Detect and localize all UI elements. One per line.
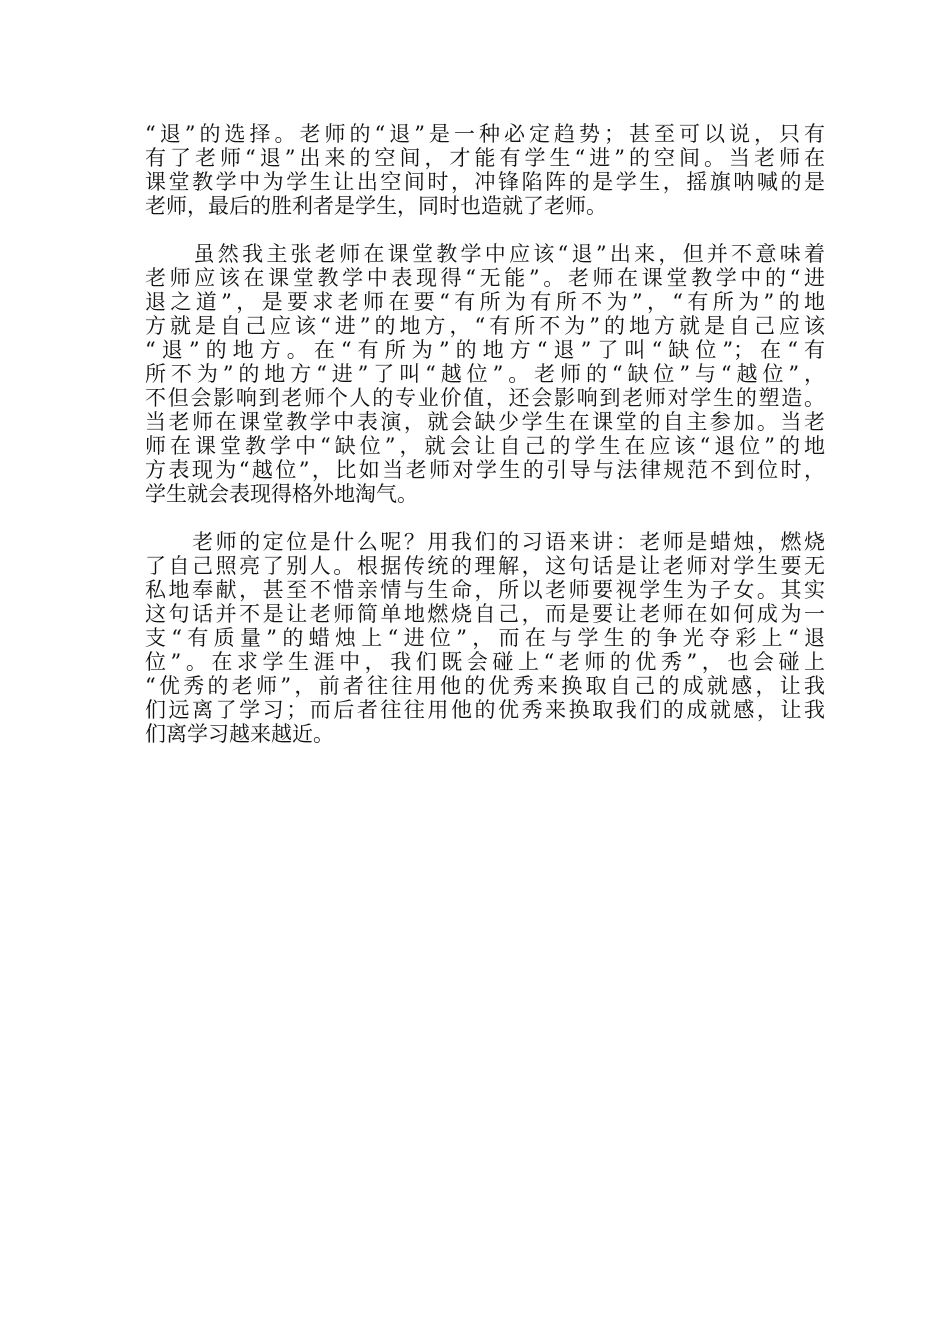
text-line: 位”。在求学生涯中，我们既会碰上“老师的优秀”，也会碰上 (145, 650, 825, 674)
text-line: “退”的地方。在“有所为”的地方“退”了叫“缺位”；在“有 (145, 338, 825, 362)
text-line: 方就是自己应该“进”的地方，“有所不为”的地方就是自己应该 (145, 314, 825, 338)
text-line: 老师，最后的胜利者是学生，同时也造就了老师。 (145, 194, 607, 218)
text-line: 这句话并不是让老师简单地燃烧自己，而是要让老师在如何成为一 (145, 602, 825, 626)
text-line: 了自己照亮了别人。根据传统的理解，这句话是让老师对学生要无 (145, 554, 825, 578)
document-body (145, 122, 825, 770)
text-line: 有了老师“退”出来的空间，才能有学生“进”的空间。当老师在 (145, 146, 825, 170)
paragraph-3 (145, 530, 825, 746)
text-line: 们远离了学习；而后者往往用他的优秀来换取我们的成就感，让我 (145, 698, 825, 722)
text-line: 学生就会表现得格外地淘气。 (145, 482, 418, 506)
text-line: 课堂教学中为学生让出空间时，冲锋陷阵的是学生，摇旗呐喊的是 (145, 170, 825, 194)
text-line: “退”的选择。老师的“退”是一种必定趋势；甚至可以说，只有 (145, 122, 825, 146)
text-line: 当老师在课堂教学中表演，就会缺少学生在课堂的自主参加。当老 (145, 410, 825, 434)
paragraph-1 (145, 122, 825, 218)
text-line: 老师应该在课堂教学中表现得“无能”。老师在课堂教学中的“进 (145, 266, 825, 290)
text-line: 不但会影响到老师个人的专业价值，还会影响到老师对学生的塑造。 (145, 386, 825, 410)
text-line: 师在课堂教学中“缺位”，就会让自己的学生在应该“退位”的地 (145, 434, 825, 458)
text-line: “优秀的老师”，前者往往用他的优秀来换取自己的成就感，让我 (145, 674, 825, 698)
text-line: 私地奉献，甚至不惜亲情与生命，所以老师要视学生为子女。其实 (145, 578, 825, 602)
text-line: 虽然我主张老师在课堂教学中应该“退”出来，但并不意味着 (145, 242, 825, 266)
text-line: 所不为”的地方“进”了叫“越位”。老师的“缺位”与“越位”， (145, 362, 825, 386)
text-line: 支“有质量”的蜡烛上“进位”，而在与学生的争光夺彩上“退 (145, 626, 825, 650)
paragraph-2 (145, 242, 825, 506)
text-line: 们离学习越来越近。 (145, 722, 334, 746)
text-line: 方表现为“越位”，比如当老师对学生的引导与法律规范不到位时， (145, 458, 825, 482)
text-line: 退之道”，是要求老师在要“有所为有所不为”，“有所为”的地 (145, 290, 825, 314)
text-line: 老师的定位是什么呢？用我们的习语来讲：老师是蜡烛，燃烧 (145, 530, 825, 554)
